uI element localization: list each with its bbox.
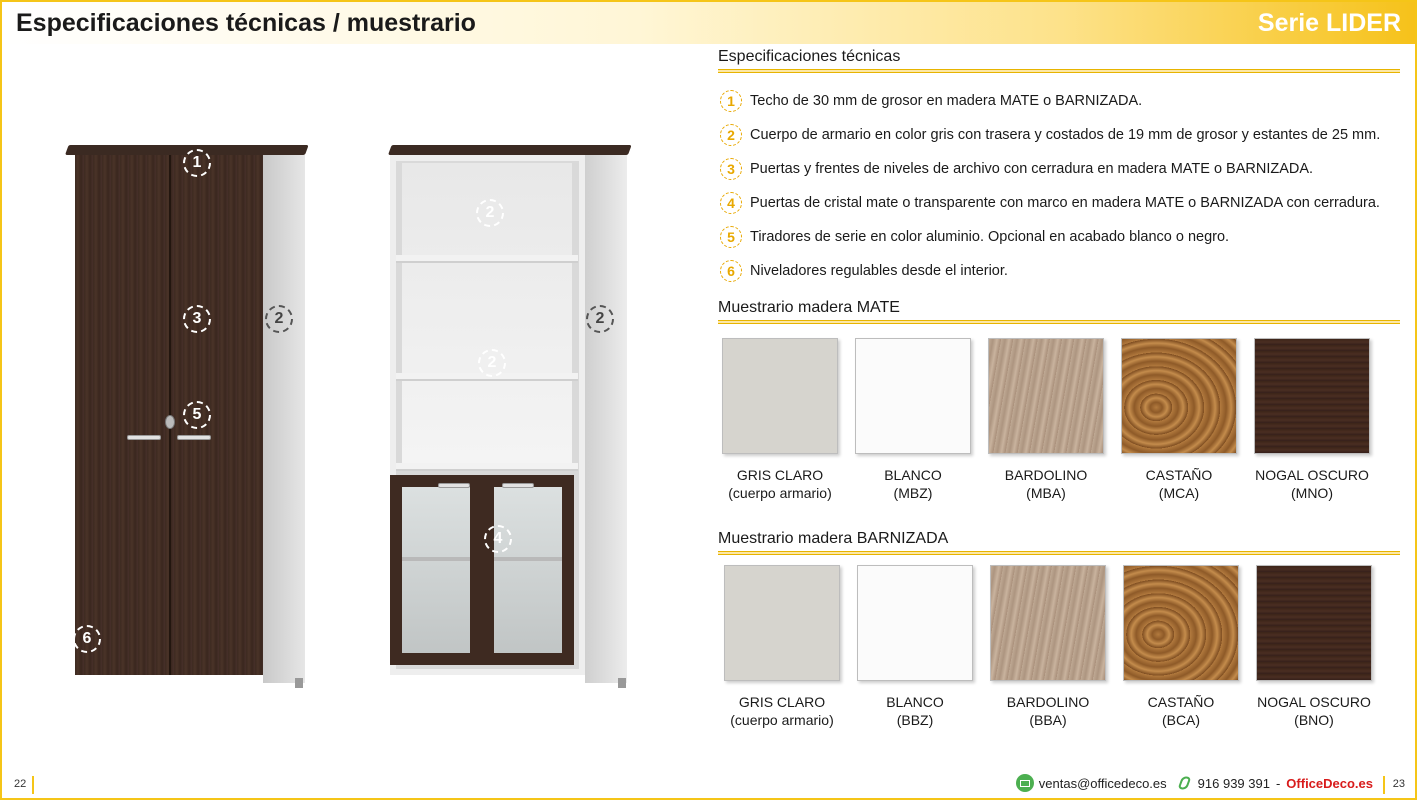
swatch-gris-claro: [724, 565, 840, 728]
swatch-bardolino: [988, 338, 1104, 501]
barnizada-title: Muestrario madera BARNIZADA: [718, 530, 949, 547]
spec-number: 2: [720, 124, 742, 146]
spec-list: [720, 84, 1410, 288]
specs-title: Especificaciones técnicas: [718, 48, 901, 65]
bookcase-side: [585, 155, 627, 683]
marker-2-side: 2: [586, 305, 614, 333]
swatch-castano: [1123, 565, 1239, 728]
cabinet-foot: [295, 678, 303, 688]
swatch-nogal-oscuro: [1254, 338, 1370, 501]
spec-number: 4: [720, 192, 742, 214]
spec-item: [720, 84, 1410, 118]
spec-number: 6: [720, 260, 742, 282]
spec-number: 5: [720, 226, 742, 248]
marker-5: 5: [183, 401, 211, 429]
swatch-chip: [1121, 338, 1237, 454]
swatch-chip: [722, 338, 838, 454]
glass-door-left: [390, 475, 482, 665]
email-link[interactable]: ventas@officedeco.es: [1038, 775, 1167, 791]
spec-text: Niveladores regulables desde el interior.: [750, 263, 1008, 279]
series-title: Serie LIDER: [1257, 9, 1401, 37]
swatch-bardolino: [990, 565, 1106, 728]
spec-item: [720, 220, 1410, 254]
shelf: [396, 255, 578, 263]
section-rule: [718, 320, 1400, 324]
swatch-castano: [1121, 338, 1237, 501]
glass-door-right: [482, 475, 574, 665]
marker-6: 6: [73, 625, 101, 653]
swatch-label: BARDOLINO (BBA): [1006, 694, 1090, 728]
footer-separator: -: [1275, 775, 1281, 791]
door-handle-left: [438, 483, 470, 488]
spec-item: [720, 254, 1410, 288]
bookcase-top: [388, 145, 632, 155]
spec-text: Techo de 30 mm de grosor en madera MATE o BARNIZADA.: [750, 93, 1143, 109]
footer-divider: [1383, 776, 1385, 794]
swatch-nogal-oscuro: [1256, 565, 1372, 728]
swatch-chip: [1256, 565, 1372, 681]
marker-3: 3: [183, 305, 211, 333]
door-handle-right: [502, 483, 534, 488]
swatch-label: GRIS CLARO (cuerpo armario): [728, 467, 832, 501]
swatch-blanco: [857, 565, 973, 728]
spec-text: Puertas y frentes de niveles de archivo con cerradura en madera MATE o BARNIZADA.: [750, 161, 1314, 177]
footer-contact: [1016, 774, 1373, 792]
spec-text: Puertas de cristal mate o transparente con marco en madera MATE o BARNIZADA con cerradura.: [750, 195, 1380, 211]
lock-icon: [165, 415, 175, 429]
bookcase-foot: [618, 678, 626, 688]
swatch-chip: [990, 565, 1106, 681]
product-illustrations: [40, 120, 700, 710]
spec-number: 1: [720, 90, 742, 112]
swatch-label: CASTAÑO (MCA): [1145, 467, 1213, 501]
cabinet-side: [263, 155, 305, 683]
swatch-label: BLANCO (BBZ): [886, 694, 944, 728]
swatch-chip: [857, 565, 973, 681]
page-title: Especificaciones técnicas / muestrario: [16, 9, 476, 37]
spec-item: [720, 186, 1410, 220]
footer-divider: [32, 776, 34, 794]
swatch-label: BLANCO (MBZ): [884, 467, 942, 501]
swatch-chip: [1254, 338, 1370, 454]
shelf: [396, 463, 578, 471]
swatch-label: GRIS CLARO (cuerpo armario): [730, 694, 834, 728]
spec-text: Cuerpo de armario en color gris con trasera y costados de 19 mm de grosor y estantes de 25 mm.: [750, 127, 1381, 143]
marker-2-side: 2: [265, 305, 293, 333]
door-handle-left: [127, 435, 161, 440]
spec-number: 3: [720, 158, 742, 180]
swatch-label: CASTAÑO (BCA): [1147, 694, 1215, 728]
page-number-right: 23: [1392, 778, 1405, 790]
brand-link[interactable]: OfficeDeco.es: [1286, 775, 1373, 791]
swatch-chip: [1123, 565, 1239, 681]
spec-item: [720, 118, 1410, 152]
marker-2-top: 2: [476, 199, 504, 227]
phone-icon: [1177, 774, 1193, 792]
barnizada-swatch-row: [720, 565, 1410, 728]
swatch-chip: [988, 338, 1104, 454]
door-handle-right: [177, 435, 211, 440]
section-rule: [718, 551, 1400, 555]
swatch-gris-claro: [722, 338, 838, 501]
marker-1: 1: [183, 149, 211, 177]
marker-4: 4: [484, 525, 512, 553]
swatch-label: NOGAL OSCURO (BNO): [1257, 694, 1371, 728]
closed-cabinet-image: [65, 145, 325, 695]
swatch-blanco: [855, 338, 971, 501]
swatch-chip: [724, 565, 840, 681]
header-bar: [2, 2, 1415, 44]
email-icon: [1016, 774, 1034, 792]
swatch-chip: [855, 338, 971, 454]
swatch-label: BARDOLINO (MBA): [1004, 467, 1088, 501]
open-bookcase-image: [380, 145, 640, 695]
spec-text: Tiradores de serie en color aluminio. Opcional en acabado blanco o negro.: [750, 229, 1230, 245]
mate-title: Muestrario madera MATE: [718, 299, 900, 316]
spec-item: [720, 152, 1410, 186]
section-rule: [718, 69, 1400, 73]
mate-swatch-row: [720, 338, 1410, 501]
phone-number[interactable]: 916 939 391: [1197, 775, 1270, 791]
swatch-label: NOGAL OSCURO (MNO): [1255, 467, 1369, 501]
marker-2-middle: 2: [478, 349, 506, 377]
page-number-left: 22: [14, 778, 27, 790]
